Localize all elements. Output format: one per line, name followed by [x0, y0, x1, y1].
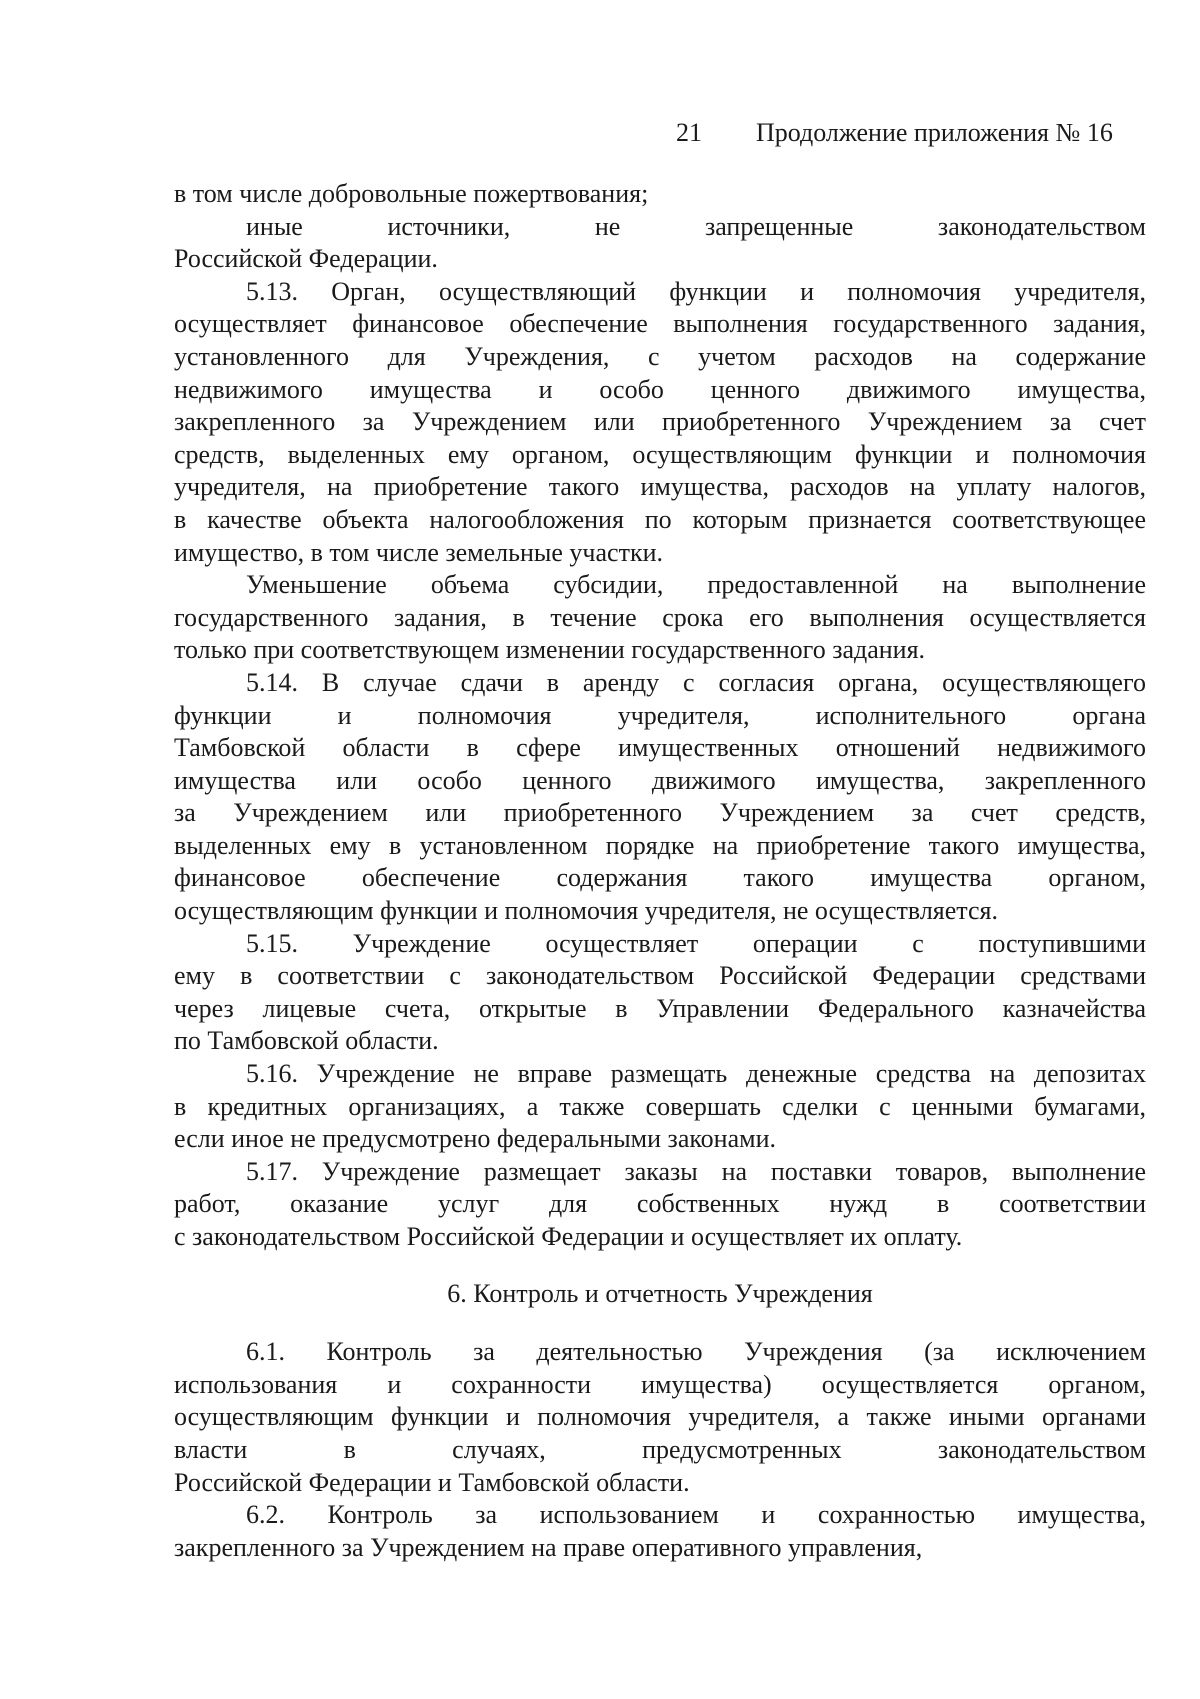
text-line: установленного для Учреждения, с учетом расходов на содержание: [174, 341, 1146, 371]
text-line: в том числе добровольные пожертвования;: [174, 179, 649, 208]
text-line: за Учреждением или приобретенного Учреждением за счет средств,: [174, 798, 1146, 828]
section-heading: 6. Контроль и отчетность Учреждения: [447, 1278, 873, 1308]
page-header: [676, 117, 1146, 149]
text-line: закрепленного за Учреждением на праве оперативного управления,: [174, 1532, 923, 1562]
text-line: в качестве объекта налогообложения по которым признается соответствующее: [174, 504, 1146, 534]
text-line: работ, оказание услуг для собственных нужд в соответствии: [174, 1189, 1146, 1219]
document-body: [174, 178, 1146, 1564]
paragraph: [174, 178, 1146, 211]
text-line: 5.13. Орган, осуществляющий функции и полномочия учредителя,: [246, 276, 1146, 306]
text-line: имущество, в том числе земельные участки.: [174, 537, 663, 567]
paragraph: [174, 1058, 1146, 1156]
text-line: 5.15. Учреждение осуществляет операции с поступившими: [246, 928, 1146, 958]
paragraph: [174, 667, 1146, 928]
text-line: выделенных ему в установленном порядке на приобретение такого имущества,: [174, 830, 1146, 860]
text-line: ему в соответствии с законодательством Российской Федерации средствами: [174, 961, 1146, 991]
section-6-paragraphs: [174, 1336, 1146, 1564]
text-line: государственного задания, в течение срока его выполнения осуществляется: [174, 602, 1146, 632]
paragraph: [174, 1156, 1146, 1254]
text-line: власти в случаях, предусмотренных законодательством: [174, 1434, 1146, 1464]
text-line: через лицевые счета, открытые в Управлении Федерального казначейства: [174, 993, 1146, 1023]
text-line: Тамбовской области в сфере имущественных отношений недвижимого: [174, 733, 1146, 763]
text-line: осуществляющим функции и полномочия учредителя, а также иными органами: [174, 1402, 1146, 1432]
text-line: если иное не предусмотрено федеральными законами.: [174, 1124, 776, 1154]
text-line: только при соответствующем изменении государственного задания.: [174, 635, 926, 665]
text-line: 6.1. Контроль за деятельностью Учреждения (за исключением: [246, 1337, 1146, 1367]
text-line: недвижимого имущества и особо ценного движимого имущества,: [174, 374, 1146, 404]
text-line: Российской Федерации и Тамбовской области.: [174, 1467, 690, 1497]
text-line: Уменьшение объема субсидии, предоставленной на выполнение: [246, 570, 1146, 600]
paragraph: [174, 211, 1146, 276]
text-line: 5.16. Учреждение не вправе размещать денежные средства на депозитах: [246, 1059, 1146, 1089]
text-line: учредителя, на приобретение такого имущества, расходов на уплату налогов,: [174, 472, 1146, 502]
text-line: осуществляет финансовое обеспечение выполнения государственного задания,: [174, 309, 1146, 339]
text-line: финансовое обеспечение содержания такого имущества органом,: [174, 863, 1146, 893]
text-line: в кредитных организациях, а также совершать сделки с ценными бумагами,: [174, 1091, 1146, 1121]
page-number: 21: [676, 118, 702, 147]
text-line: с законодательством Российской Федерации и осуществляет их оплату.: [174, 1222, 963, 1251]
paragraph: [174, 1499, 1146, 1564]
appendix-title: Продолжение приложения № 16: [756, 118, 1113, 147]
paragraph: [174, 276, 1146, 569]
text-line: 5.14. В случае сдачи в аренду с согласия органа, осуществляющего: [246, 667, 1146, 697]
text-line: имущества или особо ценного движимого имущества, закрепленного: [174, 765, 1146, 795]
text-line: по Тамбовской области.: [174, 1026, 439, 1056]
text-line: 5.17. Учреждение размещает заказы на поставки товаров, выполнение: [246, 1156, 1146, 1186]
text-line: средств, выделенных ему органом, осуществляющим функции и полномочия: [174, 439, 1146, 469]
text-line: 6.2. Контроль за использованием и сохранностью имущества,: [246, 1500, 1146, 1530]
paragraph: [174, 1336, 1146, 1499]
text-line: осуществляющим функции и полномочия учредителя, не осуществляется.: [174, 896, 998, 926]
paragraph: [174, 928, 1146, 1058]
text-line: функции и полномочия учредителя, исполнительного органа: [174, 700, 1146, 730]
text-line: закрепленного за Учреждением или приобретенного Учреждением за счет: [174, 407, 1146, 437]
section-5-paragraphs: [174, 178, 1146, 1254]
paragraph: [174, 569, 1146, 667]
text-line: Российской Федерации.: [174, 244, 438, 274]
text-line: иные источники, не запрещенные законодательством: [246, 211, 1146, 241]
text-line: использования и сохранности имущества) осуществляется органом,: [174, 1369, 1146, 1399]
